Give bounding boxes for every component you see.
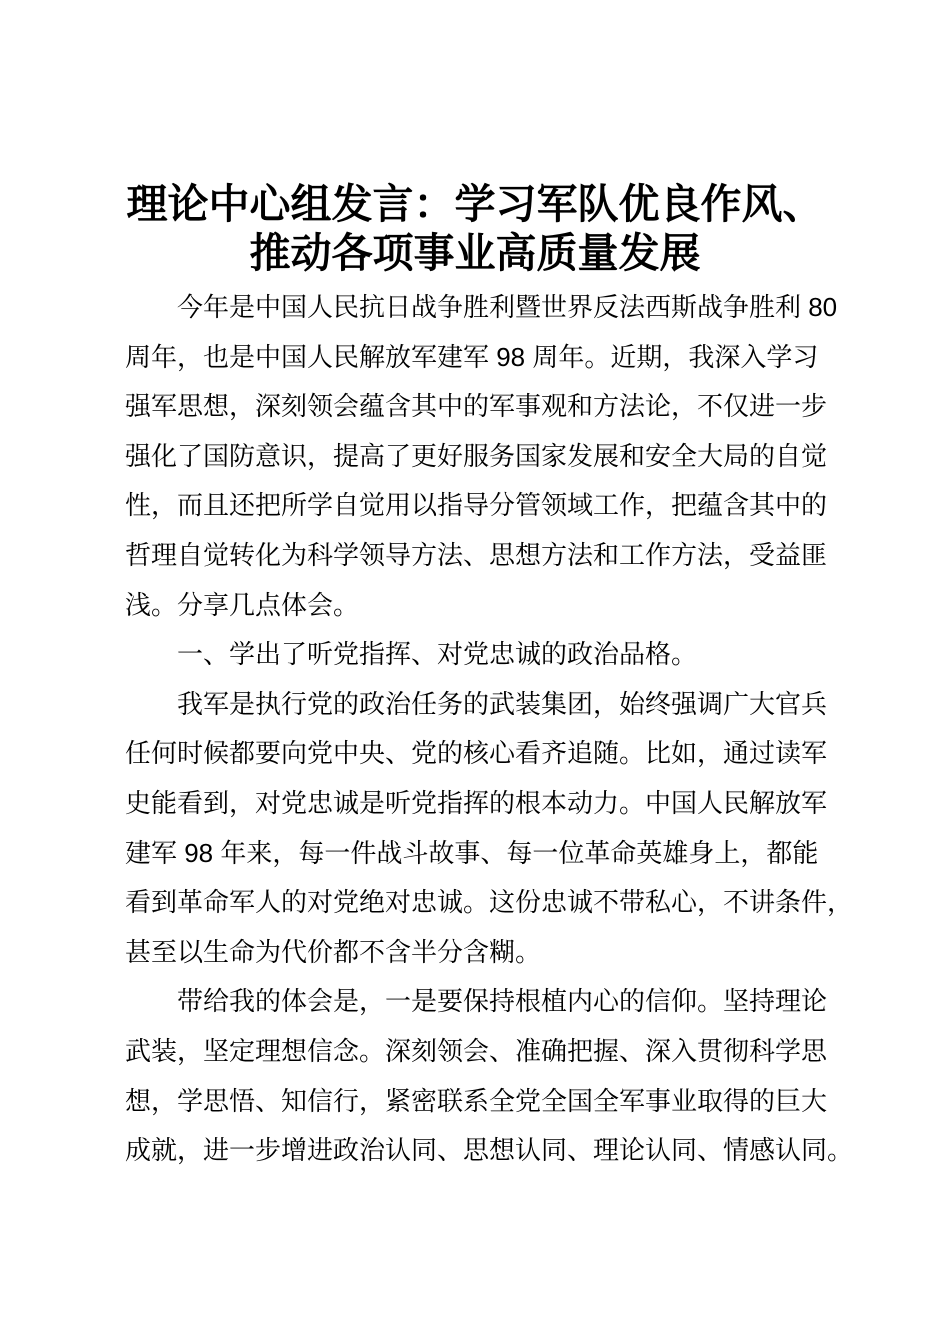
paragraph-section-heading (125, 630, 870, 680)
paragraph-section-body (125, 680, 870, 978)
paragraph-line: 建军 98 年来，每一件战斗故事、每一位革命英雄身上，都能 (125, 837, 819, 868)
document-body (125, 283, 870, 1176)
paragraph-line: 浅。分享几点体会。 (125, 589, 360, 620)
paragraph-line: 史能看到，对党忠诚是听党指挥的根本动力。中国人民解放军 (125, 787, 828, 818)
paragraph-line: 哲理自觉转化为科学领导方法、思想方法和工作方法，受益匪 (125, 539, 828, 570)
paragraph-line: 今年是中国人民抗日战争胜利暨世界反法西斯战争胜利 80 (177, 292, 838, 322)
paragraph-line: 强军思想，深刻领会蕴含其中的军事观和方法论，不仅进一步 (125, 391, 828, 422)
paragraph-line: 想，学思悟、知信行，紧密联系全党全国全军事业取得的巨大 (125, 1085, 828, 1116)
paragraph-line: 武装，坚定理想信念。深刻领会、准确把握、深入贯彻科学思 (125, 1035, 828, 1066)
paragraph-line: 我军是执行党的政治任务的武装集团，始终强调广大官兵 (177, 688, 828, 719)
paragraph-line: 任何时候都要向党中央、党的核心看齐追随。比如，通过读军 (125, 738, 828, 769)
paragraph-line: 带给我的体会是，一是要保持根植内心的信仰。坚持理论 (177, 986, 828, 1017)
paragraph-line: 强化了国防意识，提高了更好服务国家发展和安全大局的自觉 (125, 440, 828, 471)
paragraph-line: 性，而且还把所学自觉用以指导分管领域工作，把蕴含其中的 (125, 490, 828, 521)
section-heading-line: 一、学出了听党指挥、对党忠诚的政治品格。 (177, 639, 698, 670)
title-line-1: 理论中心组发言：学习军队优良作风、 (126, 181, 824, 227)
document-title (0, 0, 950, 278)
paragraph-line: 甚至以生命为代价都不含半分含糊。 (125, 936, 542, 967)
paragraph-line: 周年，也是中国人民解放军建军 98 周年。近期，我深入学习 (125, 341, 819, 372)
paragraph-line: 看到革命军人的对党绝对忠诚。这份忠诚不带私心，不讲条件， (125, 887, 854, 918)
paragraph-reflection (125, 977, 870, 1175)
paragraph-intro (125, 283, 870, 630)
paragraph-line: 成就，进一步增进政治认同、思想认同、理论认同、情感认同。 (125, 1135, 854, 1166)
title-line-2: 推动各项事业高质量发展 (249, 230, 701, 276)
